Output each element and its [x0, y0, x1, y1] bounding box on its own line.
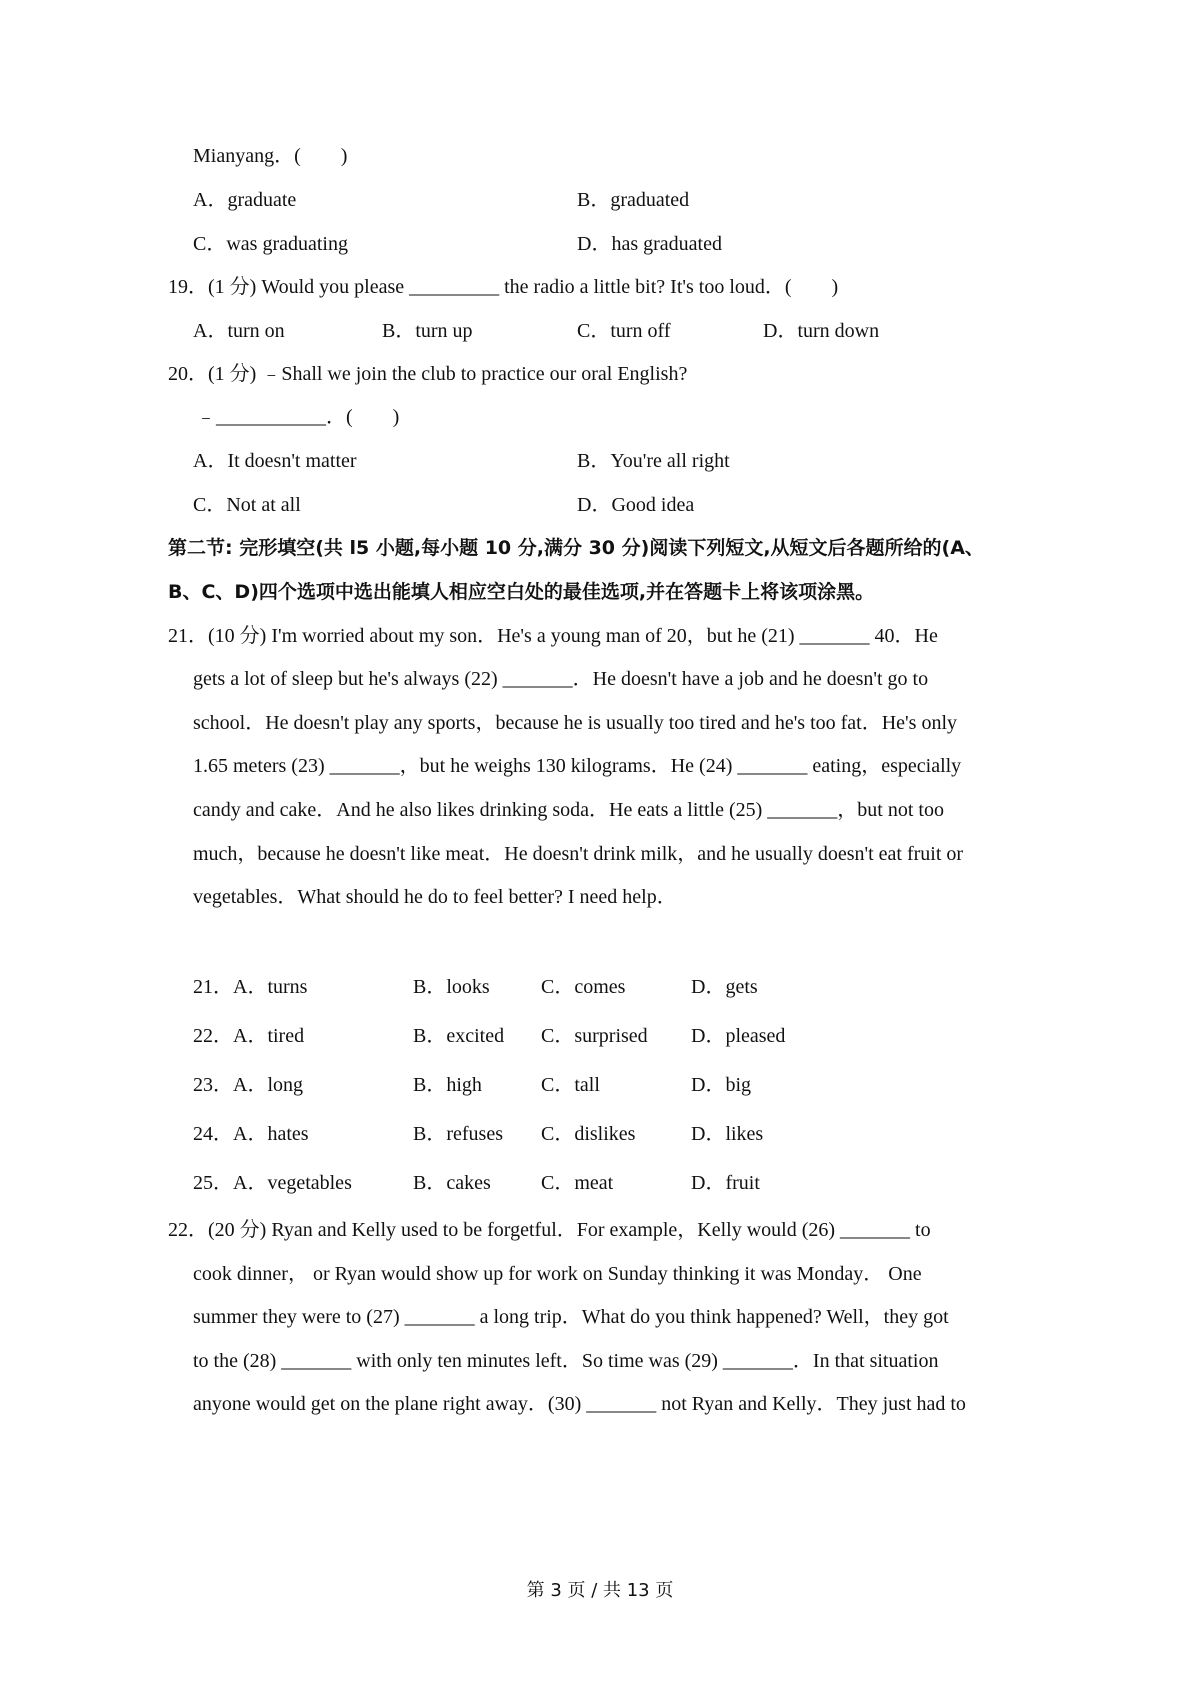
q18-option-d: D．has graduated [577, 233, 722, 255]
q20-option-a: A．It doesn't matter [193, 450, 357, 472]
choice-21-b: B．looks [413, 976, 490, 998]
choice-23-c: C．tall [541, 1074, 600, 1096]
q21-line-1: 21．(10 分) I'm worried about my son．He's a young man of 20，but he (21) _______ 40．He [168, 625, 938, 647]
q21-line-2: gets a lot of sleep but he's always (22) _______．He doesn't have a job and he doesn't go to [193, 668, 929, 690]
q21-line-5: candy and cake．And he also likes drinking soda．He eats a little (25) _______，but not too [193, 799, 944, 821]
q20-stem: 20．(1 分) ﹣Shall we join the club to practice our oral English? [168, 363, 688, 385]
choice-24-c: C．dislikes [541, 1123, 636, 1145]
choice-24-d: D．likes [691, 1123, 764, 1145]
choice-24-b: B．refuses [413, 1123, 503, 1145]
choice-22-d: D．pleased [691, 1025, 786, 1047]
choice-22-c: C．surprised [541, 1025, 648, 1047]
choice-22-a: 22．A．tired [193, 1025, 305, 1047]
choice-23-b: B．high [413, 1074, 482, 1096]
q20-option-d: D．Good idea [577, 494, 695, 516]
choice-23-a: 23．A．long [193, 1074, 303, 1096]
q19-option-d: D．turn down [763, 320, 880, 342]
choice-23-d: D．big [691, 1074, 751, 1096]
q19-option-b: B．turn up [382, 320, 473, 342]
section2-heading-line2: B、C、D)四个选项中选出能填人相应空白处的最佳选项,并在答题卡上将该项涂黑。 [168, 581, 875, 603]
q22-line-5: anyone would get on the plane right away．(30) _______ not Ryan and Kelly．They just had to [193, 1393, 966, 1415]
q18-option-c: C．was graduating [193, 233, 348, 255]
section2-heading-line1: 第二节: 完形填空(共 l5 小题,每小题 10 分,满分 30 分)阅读下列短文,从短文后各题所给的(A、 [168, 537, 984, 559]
q19-option-c: C．turn off [577, 320, 671, 342]
q18-option-a: A．graduate [193, 189, 297, 211]
q21-line-6: much，because he doesn't like meat．He doesn't drink milk，and he usually doesn't eat fruit or [193, 843, 964, 865]
q21-line-7: vegetables．What should he do to feel better? I need help． [193, 886, 677, 908]
q20-option-b: B．You're all right [577, 450, 730, 472]
q22-line-1: 22．(20 分) Ryan and Kelly used to be forgetful．For example，Kelly would (26) _______ to [168, 1219, 931, 1241]
page-footer: 第 3 页 / 共 13 页 [526, 1580, 674, 1601]
choice-25-a: 25．A．vegetables [193, 1172, 352, 1194]
choice-25-d: D．fruit [691, 1172, 760, 1194]
q18-tail: Mianyang．( ) [193, 145, 348, 167]
q22-line-2: cook dinner， or Ryan would show up for work on Sunday thinking it was Monday． One [193, 1263, 922, 1285]
q20-reply: ﹣___________．( ) [196, 406, 400, 428]
q22-line-3: summer they were to (27) _______ a long trip．What do you think happened? Well，they got [193, 1306, 949, 1328]
q19-option-a: A．turn on [193, 320, 285, 342]
q21-line-3: school．He doesn't play any sports，because he is usually too tired and he's too fat．He's only [193, 712, 957, 734]
choice-25-b: B．cakes [413, 1172, 491, 1194]
q21-line-4: 1.65 meters (23) _______，but he weighs 130 kilograms．He (24) _______ eating，especially [193, 755, 962, 777]
choice-25-c: C．meat [541, 1172, 614, 1194]
choice-21-a: 21．A．turns [193, 976, 308, 998]
q18-option-b: B．graduated [577, 189, 690, 211]
q19-stem: 19．(1 分) Would you please _________ the radio a little bit? It's too loud．( ) [168, 276, 839, 298]
choice-21-d: D．gets [691, 976, 758, 998]
choice-24-a: 24．A．hates [193, 1123, 309, 1145]
choice-21-c: C．comes [541, 976, 626, 998]
choice-22-b: B．excited [413, 1025, 505, 1047]
q22-line-4: to the (28) _______ with only ten minutes left．So time was (29) _______．In that situation [193, 1350, 939, 1372]
q20-option-c: C．Not at all [193, 494, 301, 516]
